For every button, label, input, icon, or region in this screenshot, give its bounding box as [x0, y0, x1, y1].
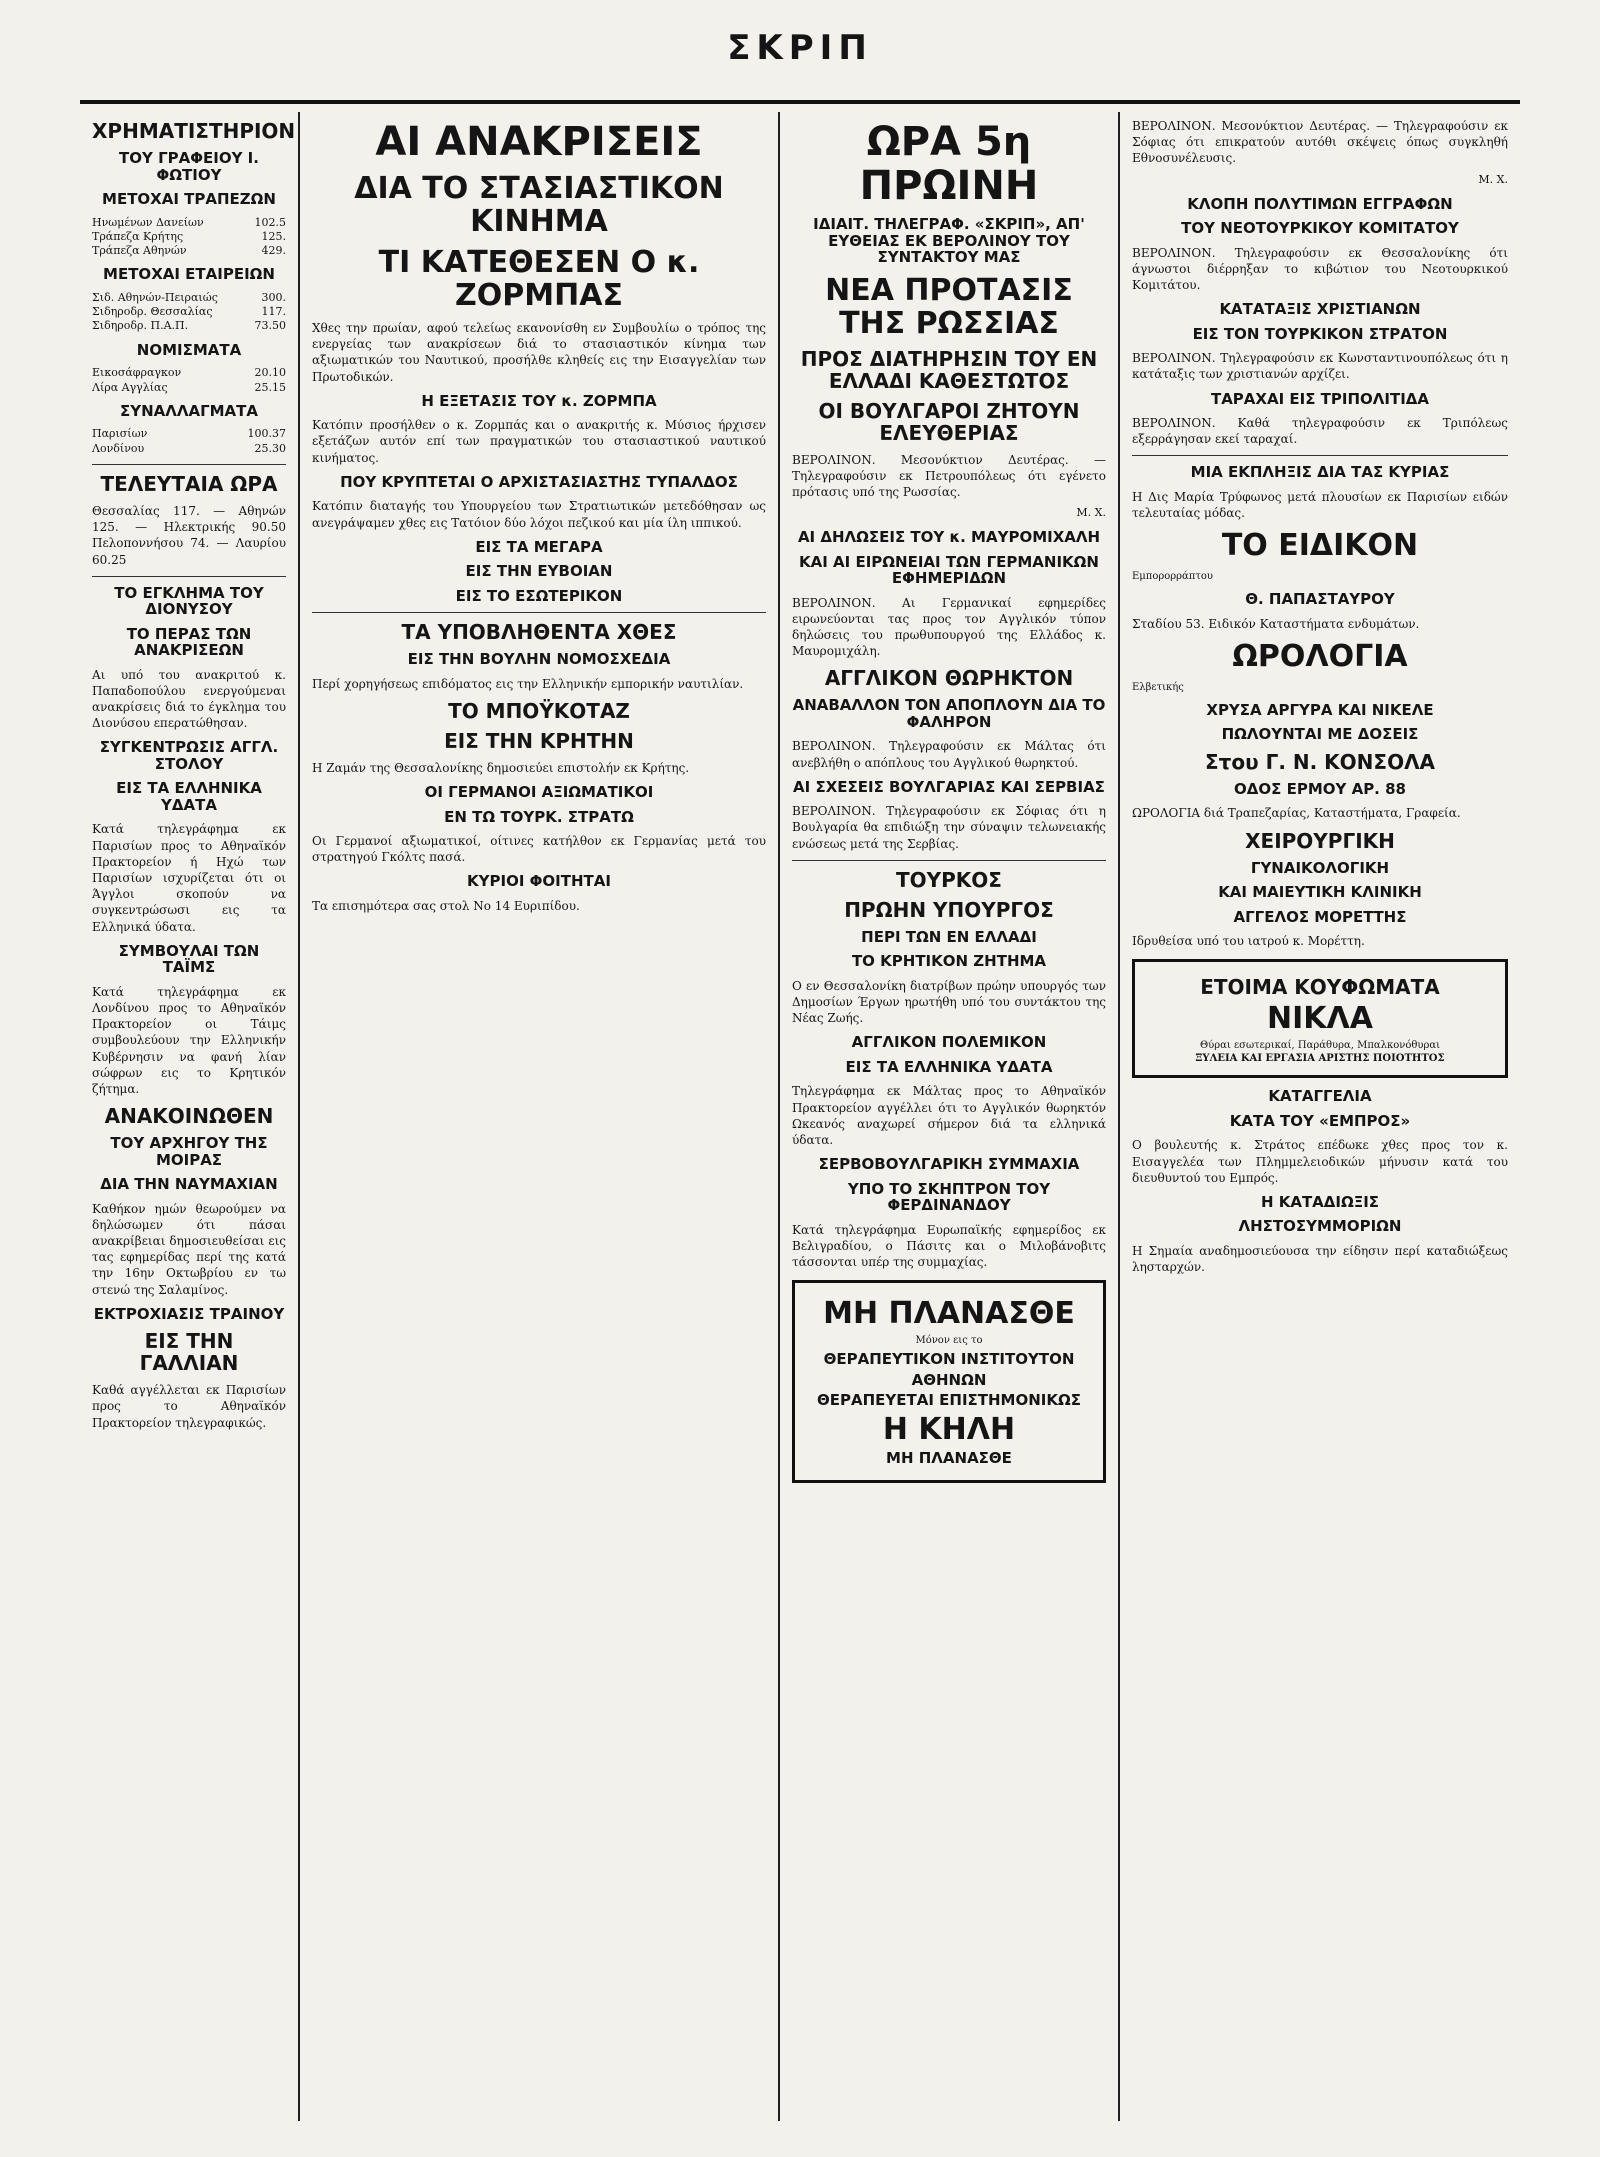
- stock-name: Εικοσάφραγκον: [92, 366, 182, 380]
- katagelia-subtitle: ΚΑΤΑ ΤΟΥ «ΕΜΠΡΟΣ»: [1229, 1111, 1411, 1130]
- divider: [92, 464, 286, 465]
- bandits-text: Η Σημαία αναδημοσιεύουσα την είδησιν περί καταδιώξεως λησταρχών.: [1132, 1243, 1508, 1275]
- hiding-title: ΠΟΥ ΚΡΥΠΤΕΤΑΙ Ο ΑΡΧΙΣΤΑΣΙΑΣΤΗΣ ΤΥΠΑΛΔΟΣ: [340, 472, 738, 491]
- ad-l3: ΑΘΗΝΩΝ: [911, 1370, 987, 1389]
- bills-text: Περί χορηγήσεως επιδόματος εις την Ελληνικήν εμπορικήν ναυτιλίαν.: [312, 676, 744, 691]
- institute-ad: [792, 1280, 1106, 1483]
- stock-section-title: ΜΕΤΟΧΑΙ ΕΤΑΙΡΕΙΩΝ: [103, 265, 275, 284]
- stock-name: Ηνωμένων Δανείων: [92, 215, 204, 229]
- stock-name: Τράπεζα Κρήτης: [92, 229, 184, 243]
- ad-title: ΜΗ ΠΛΑΝΑΣΘΕ: [823, 1296, 1075, 1332]
- announce-text: Καθήκον ημών θεωρούμεν να δηλώσωμεν ότι πάσαι ανακρίβειαι δημοσιευθείσαι εις τας εφημερίδας περί της κατά την 16ην Οκτωβρίου εν τω στενώ της Σαλαμίνος.: [92, 1201, 286, 1297]
- stock-name: Σιδηροδρ. Π.Α.Π.: [92, 319, 189, 333]
- stock-name: Παρισίων: [92, 427, 148, 441]
- stock-sections: [92, 191, 286, 456]
- inquiries-subtitle: ΔΙΑ ΤΟ ΣΤΑΣΙΑΣΤΙΚΟΝ ΚΙΝΗΜΑ: [354, 171, 724, 239]
- navy-subtitle: ΕΙΣ ΤΑ ΕΛΛΗΝΙΚΑ ΥΔΑΤΑ: [845, 1057, 1053, 1076]
- stock-name: Σιδ. Αθηνών-Πειραιώς: [92, 290, 218, 304]
- turk-sub3: ΤΟ ΚΡΗΤΙΚΟΝ ΖΗΤΗΜΑ: [851, 952, 1047, 971]
- stock-row: [92, 442, 286, 456]
- stock-value: 20.10: [254, 366, 286, 380]
- katagelia-text: Ο βουλευτής κ. Στράτος επέδωκε χθες προς τον κ. Εισαγγελέα των Πλημμελειοδικών μήνυσιν κατά του διευθυντού του Εμπρός.: [1132, 1138, 1508, 1185]
- inquiries-sub2: ΤΙ ΚΑΤΕΘΕΣΕΝ Ο κ. ΖΟΡΜΠΑΣ: [378, 245, 700, 313]
- hiding-text: Κατόπιν διαταγής του Υπουργείου των Στρατιωτικών μετεδόθησαν ως ανεγράψαμεν χθες εις Τατόιον δύο λόχοι πεζικού και μία ίλη ιππικού.: [312, 499, 766, 530]
- stock-table: [92, 366, 286, 395]
- clocks-l3: ΠΩΛΟΥΝΤΑΙ ΜΕ ΔΟΣΕΙΣ: [1221, 725, 1419, 744]
- column-4: [1120, 112, 1520, 2121]
- berlin-p2: ΒΕΡΟΛΙΝΟΝ. Μεσονύκτιον Δευτέρας. — Τηλεγραφούσιν εκ Σόφιας ότι επικρατούν αυτόθι σκέψεις όπως συγκληθή Εθνοσυνέλευσις.: [1132, 119, 1508, 166]
- stock-name: Σιδηροδρ. Θεσσαλίας: [92, 305, 213, 319]
- divider: [1132, 455, 1508, 456]
- ladies-title: ΜΙΑ ΕΚΠΛΗΞΙΣ ΔΙΑ ΤΑΣ ΚΥΡΙΑΣ: [1190, 463, 1450, 482]
- fleet-title: ΣΥΓΚΕΝΤΡΩΣΙΣ ΑΓΓΛ. ΣΤΟΛΟΥ: [99, 738, 279, 773]
- english-title: ΑΓΓΛΙΚΟΝ ΘΩΡΗΚΤΟΝ: [824, 666, 1074, 691]
- signature: Μ. Χ.: [1076, 506, 1106, 520]
- boycott-subtitle: ΕΙΣ ΤΗΝ ΚΡΗΤΗΝ: [444, 728, 634, 753]
- students-title: ΚΥΡΙΟΙ ΦΟΙΤΗΤΑΙ: [467, 872, 611, 891]
- headline-2: ΠΡΟΣ ΔΙΑΤΗΡΗΣΙΝ ΤΟΥ ΕΝ ΕΛΛΑΔΙ ΚΑΘΕΣΤΩΤΟΣ: [800, 346, 1098, 393]
- katagelia-title: ΚΑΤΑΓΓΕΛΙΑ: [1268, 1087, 1372, 1106]
- bills-title: ΤΑ ΥΠΟΒΛΗΘΕΝΤΑ ΧΘΕΣ: [401, 620, 677, 645]
- train-text: Καθά αγγέλλεται εκ Παρισίων προς το Αθηναϊκόν Πρακτορείον τηλεγραφικώς.: [92, 1383, 286, 1430]
- stock-row: [92, 291, 286, 305]
- divider: [92, 576, 286, 577]
- divider: [792, 860, 1106, 861]
- eidikon-l1: Εμπορορράπτου: [1132, 571, 1214, 583]
- students-text: Τα επισημότερα σας στολ Νο 14 Ευριπίδου.: [312, 898, 580, 913]
- advice-title: ΣΥΜΒΟΥΛΑΙ ΤΩΝ ΤΑΪΜΣ: [118, 941, 260, 977]
- stock-value: 300.: [261, 290, 286, 304]
- tripoli-title: ΤΑΡΑΧΑΙ ΕΙΣ ΤΡΙΠΟΛΙΤΙΔΑ: [1210, 389, 1430, 408]
- christians-text: ΒΕΡΟΛΙΝΟΝ. Τηλεγραφούσιν εκ Κωνσταντινουπόλεως ότι η κατάταξις των χριστιανών αρχίζει.: [1132, 351, 1508, 382]
- fleet-text: Κατά τηλεγράφημα εκ Παρισίων προς το Αθηναϊκόν Πρακτορείον ή Ηχώ των Παρισίων ισχυρίζεται ότι οι Άγγλοι σκοπούν να συγκεντρώσωσι εις τα Ελληνικά ύδατα.: [92, 822, 286, 934]
- stock-name: Λονδίνου: [92, 441, 145, 455]
- tripoli-text: ΒΕΡΟΛΙΝΟΝ. Καθά τηλεγραφούσιν εκ Τριπόλεως εξερράγησαν εκεί ταραχαί.: [1132, 416, 1508, 447]
- turk-sub2: ΠΕΡΙ ΤΩΝ ΕΝ ΕΛΛΑΔΙ: [861, 927, 1037, 946]
- navy-text: Τηλεγράφημα εκ Μάλτας προς το Αθηναϊκόν Πρακτορείον αγγέλλει ότι το Αγγλικόν θωρηκτόν Ωκεανός αναχωρεί σήμερον διά τα ελληνικά ύδατα.: [792, 1084, 1106, 1147]
- stock-value: 117.: [261, 305, 286, 319]
- nikla-title: ΕΤΟΙΜΑ ΚΟΥΦΩΜΑΤΑ: [1200, 975, 1440, 1000]
- interior-title: ΕΙΣ ΤΟ ΕΣΩΤΕΡΙΚΟΝ: [455, 586, 623, 605]
- nikla-text: ΞΥΛΕΙΑ ΚΑΙ ΕΡΓΑΣΙΑ ΑΡΙΣΤΗΣ ΠΟΙΟΤΗΤΟΣ: [1195, 1053, 1445, 1065]
- stock-section-title: ΝΟΜΙΣΜΑΤΑ: [136, 340, 242, 359]
- stock-title: ΧΡΗΜΑΤΙΣΤΗΡΙΟΝ: [92, 119, 296, 143]
- stock-section-title: ΜΕΤΟΧΑΙ ΤΡΑΠΕΖΩΝ: [102, 190, 276, 208]
- eidikon-title: ΤΟ ΕΙΔΙΚΟΝ: [1221, 528, 1419, 564]
- masthead-title: ΣΚΡΙΠ: [727, 28, 873, 68]
- stock-row: [92, 230, 286, 244]
- zorbas-exam-text: Κατόπιν προσήλθεν ο κ. Ζορμπάς και ο ανακριτής κ. Μύσιος ήρχισεν εξετάζων αυτόν επί των πραγματικών του στασιαστικού ναυτικού κινήματος.: [312, 418, 766, 465]
- hour-subtitle: ΙΔΙΑΙΤ. ΤΗΛΕΓΡΑΦ. «ΣΚΡΙΠ», ΑΠ' ΕΥΘΕΙΑΣ ΕΚ ΒΕΡΟΛΙΝΟΥ ΤΟΥ ΣΥΝΤΑΚΤΟΥ ΜΑΣ: [813, 215, 1085, 266]
- stock-section: [92, 191, 286, 258]
- christians-subtitle: ΕΙΣ ΤΟΝ ΤΟΥΡΚΙΚΟΝ ΣΤΡΑΤΟΝ: [1192, 324, 1448, 343]
- stock-value: 73.50: [254, 319, 286, 333]
- clocks-title: ΩΡΟΛΟΓΙΑ: [1232, 638, 1408, 674]
- clinic-l2: ΚΑΙ ΜΑΙΕΥΤΙΚΗ ΚΛΙΝΙΚΗ: [1218, 883, 1422, 902]
- stock-row: [92, 319, 286, 333]
- stock-value: 429.: [261, 244, 286, 258]
- alliance-text: Κατά τηλεγράφημα Ευρωπαϊκής εφημερίδος εκ Βελιγραδίου, ο Πάσιτς και ο Μιλοβάνοβιτς τάσσονται υπέρ της συμμαχίας.: [792, 1222, 1106, 1269]
- eidikon-text: Σταδίου 53. Ειδικόν Καταστήματα ενδυμάτων.: [1132, 616, 1420, 631]
- train-title: ΕΚΤΡΟΧΙΑΣΙΣ ΤΡΑΙΝΟΥ: [93, 1304, 285, 1323]
- inquiries-text1: Χθες την πρωίαν, αφού τελείως εκανονίσθη εν Συμβουλίω ο τρόπος της ενεργείας των ανακρίσεων διά το στασιαστικόν κίνημα των αξιωματικών του Ναυτικού, προσήλθε κληθείς εις την Εισαγγελίαν των Πρωτοδικών.: [312, 321, 766, 384]
- stock-section: [92, 266, 286, 333]
- fleet-subtitle: ΕΙΣ ΤΑ ΕΛΛΗΝΙΚΑ ΥΔΑΤΑ: [116, 779, 262, 814]
- stock-table: [92, 216, 286, 259]
- headline-1: ΝΕΑ ΠΡΟΤΑΣΙΣ ΤΗΣ ΡΩΣΣΙΑΣ: [825, 272, 1073, 341]
- turk-subtitle: ΠΡΩΗΝ ΥΠΟΥΡΓΟΣ: [844, 897, 1054, 922]
- stock-value: 125.: [261, 229, 286, 243]
- navy-title: ΑΓΓΛΙΚΟΝ ΠΟΛΕΜΙΚΟΝ: [851, 1033, 1047, 1052]
- clocks-l1: Ελβετικής: [1132, 681, 1184, 693]
- english-subtitle: ΑΝΑΒΑΛΛΟΝ ΤΟΝ ΑΠΟΠΛΟΥΝ ΔΙΑ ΤΟ ΦΑΛΗΡΟΝ: [792, 696, 1106, 731]
- ad-l1: Μόνον εις το: [915, 1335, 983, 1347]
- hour-title: ΩΡΑ 5η ΠΡΩΙΝΗ: [859, 119, 1039, 209]
- clocks-l2: ΧΡΥΣΑ ΑΡΓΥΡΑ ΚΑΙ ΝΙΚΕΛΕ: [1206, 700, 1434, 719]
- german-subtitle: ΕΝ ΤΩ ΤΟΥΡΚ. ΣΤΡΑΤΩ: [444, 807, 634, 826]
- mavro-title: ΑΙ ΔΗΛΩΣΕΙΣ ΤΟΥ κ. ΜΑΥΡΟΜΙΧΑΛΗ: [797, 528, 1101, 547]
- column-5-margin: [1520, 112, 1600, 2121]
- clinic-text: Ιδρυθείσα υπό του ιατρού κ. Μορέττη.: [1132, 934, 1365, 949]
- clinic-l1: ΓΥΝΑΙΚΟΛΟΓΙΚΗ: [1250, 858, 1390, 877]
- stock-value: 25.30: [254, 441, 286, 455]
- inquiries-title: ΑΙ ΑΝΑΚΡΙΣΕΙΣ: [375, 119, 703, 165]
- boycott-title: ΤΟ ΜΠΟΫΚΟΤΑΖ: [448, 698, 630, 723]
- bandits-title: Η ΚΑΤΑΔΙΩΞΙΣ: [1260, 1192, 1380, 1211]
- turk-text: Ο εν Θεσσαλονίκη διατρίβων πρώην υπουργός των Δημοσίων Έργων ηρωτήθη υπό του συντάκτου της Νέας Ζωής.: [792, 978, 1106, 1026]
- column-1: [80, 112, 300, 2121]
- nikla-ad: [1132, 959, 1508, 1078]
- bills-subtitle: ΕΙΣ ΤΗΝ ΒΟΥΛΗΝ ΝΟΜΟΣΧΕΔΙΑ: [407, 650, 671, 669]
- theft-title: ΚΛΟΠΗ ΠΟΛΥΤΙΜΩΝ ΕΓΓΡΑΦΩΝ: [1187, 194, 1453, 213]
- train-subtitle: ΕΙΣ ΤΗΝ ΓΑΛΛΙΑΝ: [139, 1329, 239, 1376]
- ad-l2: ΘΕΡΑΠΕΥΤΙΚΟΝ ΙΝΣΤΙΤΟΥΤΟΝ: [823, 1350, 1075, 1369]
- stock-row: [92, 381, 286, 395]
- latest-text: Θεσσαλίας 117. — Αθηνών 125. — Ηλεκτρικής 90.50 Πελοποννήσου 74. — Λαυρίου 60.25: [92, 503, 286, 567]
- stock-section-title: ΣΥΝΑΛΛΑΓΜΑΤΑ: [119, 401, 259, 420]
- english-text: ΒΕΡΟΛΙΝΟΝ. Τηλεγραφούσιν εκ Μάλτας ότι ανεβλήθη ο απόπλους του Αγγλικού θωρηκτού.: [792, 739, 1106, 770]
- stock-row: [92, 427, 286, 441]
- announce-title: ΑΝΑΚΟΙΝΩΘΕΝ: [104, 1104, 274, 1129]
- stock-value: 102.5: [254, 215, 286, 229]
- mavro-text: ΒΕΡΟΛΙΝΟΝ. Αι Γερμανικαί εφημερίδες ειρωνεύονται τας προς τον Αγγλικόν τύπον δηλώσεις του πρωθυπουργού της Ελλάδος κ. Μαυρομιχάλη.: [792, 595, 1106, 659]
- stock-name: Τράπεζα Αθηνών: [92, 244, 187, 258]
- dionysus-title: ΤΟ ΕΓΚΛΗΜΑ ΤΟΥ ΔΙΟΝΥΣΟΥ: [114, 583, 264, 619]
- stock-table: [92, 291, 286, 334]
- stock-row: [92, 216, 286, 230]
- announce-sub2: ΔΙΑ ΤΗΝ ΝΑΥΜΑΧΙΑΝ: [100, 1175, 278, 1194]
- mavro-subtitle: ΚΑΙ ΑΙ ΕΙΡΩΝΕΙΑΙ ΤΩΝ ΓΕΡΜΑΝΙΚΩΝ ΕΦΗΜΕΡΙΔΩΝ: [799, 552, 1099, 588]
- stock-section: [92, 342, 286, 395]
- stock-section: [92, 403, 286, 456]
- latest-title: ΤΕΛΕΥΤΑΙΑ ΩΡΑ: [100, 471, 278, 496]
- ad-l6: ΜΗ ΠΛΑΝΑΣΘΕ: [886, 1448, 1012, 1467]
- masthead-rule: [80, 100, 1520, 104]
- theft-subtitle: ΤΟΥ ΝΕΟΤΟΥΡΚΙΚΟΥ ΚΟΜΙΤΑΤΟΥ: [1181, 219, 1459, 238]
- ad-l4: ΘΕΡΑΠΕΥΕΤΑΙ ΕΠΙΣΤΗΜΟΝΙΚΩΣ: [816, 1391, 1081, 1410]
- ladies-text: Η Δις Μαρία Τρύφωνος μετά πλουσίων εκ Παρισίων ειδών τελευταίας μόδας.: [1132, 489, 1508, 521]
- advice-text: Κατά τηλεγράφημα εκ Λονδίνου προς το Αθηναϊκόν Πρακτορείον οι Τάιμς συμβουλεύουν την Ελληνικήν Κυβέρνησιν να φανή λίαν σώφρων εις το Κρητικόν ζήτημα.: [92, 984, 286, 1096]
- ad-l5: Η ΚΗΛΗ: [882, 1411, 1016, 1447]
- column-3: [780, 112, 1120, 2121]
- turk-title: ΤΟΥΡΚΟΣ: [896, 867, 1002, 892]
- clocks-l5: ΟΔΟΣ ΕΡΜΟΥ ΑΡ. 88: [1234, 779, 1406, 798]
- berlin-p1: ΒΕΡΟΛΙΝΟΝ. Μεσονύκτιον Δευτέρας. — Τηλεγραφούσιν εκ Πετρουπόλεως ότι εγένετο πρότασις υπό της Ρωσσίας.: [792, 452, 1106, 499]
- stock-value: 100.37: [247, 427, 286, 441]
- eidikon-l2: Θ. ΠΑΠΑΣΤΑΥΡΟΥ: [1245, 590, 1395, 609]
- divider: [312, 612, 766, 613]
- clocks-l4: Στου Γ. Ν. ΚΟΝΣΟΛΑ: [1204, 749, 1436, 774]
- clinic-title: ΧΕΙΡΟΥΡΓΙΚΗ: [1245, 828, 1395, 853]
- dionysus-subtitle: ΤΟ ΠΕΡΑΣ ΤΩΝ ΑΝΑΚΡΙΣΕΩΝ: [126, 624, 252, 660]
- stock-subtitle: ΤΟΥ ΓΡΑΦΕΙΟΥ Ι. ΦΩΤΙΟΥ: [119, 149, 259, 184]
- stock-value: 25.15: [254, 380, 286, 394]
- signature: Μ. Χ.: [1478, 172, 1508, 186]
- serbia-text: ΒΕΡΟΛΙΝΟΝ. Τηλεγραφούσιν εκ Σόφιας ότι η Βουλγαρία θα επιδιώξη την σύναψιν τελωνειακής ενώσεως μετά της Σερβίας.: [792, 804, 1106, 851]
- announce-subtitle: ΤΟΥ ΑΡΧΗΓΟΥ ΤΗΣ ΜΟΙΡΑΣ: [110, 1134, 268, 1169]
- headline-3: ΟΙ ΒΟΥΛΓΑΡΟΙ ΖΗΤΟΥΝ ΕΛΕΥΘΕΡΙΑΣ: [818, 398, 1080, 445]
- stock-row: [92, 366, 286, 380]
- stock-table: [92, 427, 286, 456]
- clinic-l3: ΑΓΓΕΛΟΣ ΜΟΡΕΤΤΗΣ: [1233, 907, 1407, 926]
- clocks-text: ΩΡΟΛΟΓΙΑ διά Τραπεζαρίας, Καταστήματα, Γραφεία.: [1132, 806, 1461, 821]
- theft-text: ΒΕΡΟΛΙΝΟΝ. Τηλεγραφούσιν εκ Θεσσαλονίκης ότι άγνωστοι διέρρηξαν το κιβώτιον του Νεοτουρκικού Κομιτάτου.: [1132, 245, 1508, 292]
- dionysus-text: Αι υπό του ανακριτού κ. Παπαδοπούλου ενεργούμεναι ανακρίσεις διά το έγκλημα του Διονύσου επερατώθησαν.: [92, 667, 286, 731]
- nikla-l2: Θύραι εσωτερικαί, Παράθυρα, Μπαλκονόθυραι: [1199, 1040, 1441, 1052]
- german-text: Οι Γερμανοί αξιωματικοί, οίτινες κατήλθον εκ Γερμανίας μετά του στρατηγού Γκόλτς πασά.: [312, 834, 766, 865]
- alliance-title: ΣΕΡΒΟΒΟΥΛΓΑΡΙΚΗ ΣΥΜΜΑΧΙΑ: [818, 1155, 1080, 1174]
- german-title: ΟΙ ΓΕΡΜΑΝΟΙ ΑΞΙΩΜΑΤΙΚΟΙ: [424, 783, 654, 802]
- serbia-title: ΑΙ ΣΧΕΣΕΙΣ ΒΟΥΛΓΑΡΙΑΣ ΚΑΙ ΣΕΡΒΙΑΣ: [793, 777, 1105, 796]
- euboea-title: ΕΙΣ ΤΗΝ ΕΥΒΟΙΑΝ: [465, 562, 613, 581]
- stock-name: Λίρα Αγγλίας: [92, 380, 168, 394]
- nikla-l1: ΝΙΚΛΑ: [1267, 1001, 1373, 1037]
- boycott-text: Η Ζαμάν της Θεσσαλονίκης δημοσιεύει επιστολήν εκ Κρήτης.: [312, 760, 690, 775]
- column-2: [300, 112, 780, 2121]
- bandits-subtitle: ΛΗΣΤΟΣΥΜΜΟΡΙΩΝ: [1238, 1217, 1402, 1236]
- stock-row: [92, 244, 286, 258]
- zorbas-exam-title: Η ΕΞΕΤΑΣΙΣ ΤΟΥ κ. ΖΟΡΜΠΑ: [421, 391, 657, 410]
- alliance-subtitle: ΥΠΟ ΤΟ ΣΚΗΠΤΡΟΝ ΤΟΥ ΦΕΡΔΙΝΑΝΔΟΥ: [847, 1179, 1051, 1215]
- stock-row: [92, 305, 286, 319]
- masthead: [0, 0, 1600, 96]
- megara-title: ΕΙΣ ΤΑ ΜΕΓΑΡΑ: [475, 537, 603, 556]
- christians-title: ΚΑΤΑΤΑΞΙΣ ΧΡΙΣΤΙΑΝΩΝ: [1219, 300, 1421, 319]
